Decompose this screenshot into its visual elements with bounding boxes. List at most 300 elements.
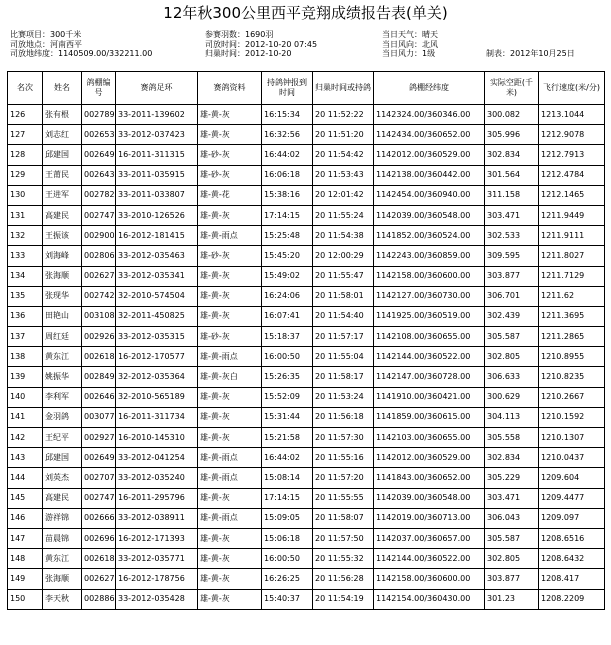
name-cell: 邱建国 [43, 145, 82, 165]
table-row [8, 286, 605, 306]
speed-cell: 1209.604 [539, 468, 605, 488]
table-row [8, 387, 605, 407]
speed-cell: 1213.1044 [539, 105, 605, 125]
speed-cell: 1211.9111 [539, 226, 605, 246]
table-row [8, 105, 605, 125]
clock-time-cell: 17:14:15 [262, 488, 313, 508]
table-row [8, 145, 605, 165]
distance-cell: 303.877 [485, 266, 539, 286]
loft-id-cell: 002666 [82, 508, 116, 528]
loft-coordinates-cell: 1142158.00/360600.00 [374, 569, 485, 589]
distance-cell: 303.471 [485, 205, 539, 225]
race-info-col-3 [382, 30, 438, 59]
rank-cell: 133 [8, 246, 43, 266]
bird-info-cell: 雄-黄-灰白 [198, 367, 262, 387]
speed-cell: 1212.1465 [539, 185, 605, 205]
name-cell: 邱建国 [43, 448, 82, 468]
header-bird-info: 赛鸽资料 [198, 72, 262, 105]
ring-cell: 33-2011-139602 [116, 105, 198, 125]
speed-cell: 1210.2667 [539, 387, 605, 407]
name-cell: 李利军 [43, 387, 82, 407]
return-time-cell: 20 11:55:04 [313, 347, 374, 367]
header-ring: 赛鸽足环 [116, 72, 198, 105]
ring-cell: 16-2011-295796 [116, 488, 198, 508]
clock-time-cell: 16:00:50 [262, 347, 313, 367]
header-rank: 名次 [8, 72, 43, 105]
rank-cell: 148 [8, 549, 43, 569]
distance-cell: 302.834 [485, 145, 539, 165]
weather: 当日天气：晴天 [382, 30, 438, 39]
loft-id-cell: 002900 [82, 226, 116, 246]
distance-cell: 301.23 [485, 589, 539, 609]
distance-cell: 300.629 [485, 387, 539, 407]
distance-cell: 302.439 [485, 306, 539, 326]
loft-coordinates-cell: 1142037.00/360657.00 [374, 528, 485, 548]
table-header [8, 72, 605, 105]
return-time-cell: 20 11:58:01 [313, 286, 374, 306]
bird-info-cell: 雄-黄-灰 [198, 549, 262, 569]
loft-coordinates-cell: 1142019.00/360713.00 [374, 508, 485, 528]
bird-info-cell: 雄-黄-灰 [198, 125, 262, 145]
ring-cell: 33-2011-035915 [116, 165, 198, 185]
speed-cell: 1208.2209 [539, 589, 605, 609]
results-table [7, 71, 605, 610]
name-cell: 张海顺 [43, 266, 82, 286]
return-time-cell: 20 11:53:24 [313, 387, 374, 407]
distance-cell: 302.805 [485, 549, 539, 569]
return-time-cell: 20 11:56:18 [313, 407, 374, 427]
bird-info-cell: 雄-黄-雨点 [198, 468, 262, 488]
bird-info-cell: 雄-黄-灰 [198, 286, 262, 306]
table-row [8, 347, 605, 367]
race-info [10, 30, 605, 68]
release-time: 司放时间：2012-10-20 07:45 [205, 39, 318, 49]
ring-cell: 16-2012-181415 [116, 226, 198, 246]
clock-time-cell: 15:08:14 [262, 468, 313, 488]
loft-coordinates-cell: 1141910.00/360421.00 [374, 387, 485, 407]
rank-cell: 144 [8, 468, 43, 488]
loft-coordinates-cell: 1141859.00/360615.00 [374, 407, 485, 427]
speed-cell: 1211.8027 [539, 246, 605, 266]
table-row [8, 508, 605, 528]
clock-time-cell: 15:40:37 [262, 589, 313, 609]
table-row [8, 185, 605, 205]
table-row [8, 549, 605, 569]
return-time-cell: 20 11:54:19 [313, 589, 374, 609]
header-clock-time: 持鸽钟报到时间 [262, 72, 313, 105]
distance-cell: 306.633 [485, 367, 539, 387]
bird-info-cell: 雄-黄-灰 [198, 407, 262, 427]
distance-cell: 311.158 [485, 185, 539, 205]
clock-time-cell: 16:26:25 [262, 569, 313, 589]
return-time-cell: 20 11:57:17 [313, 327, 374, 347]
table-row [8, 246, 605, 266]
return-date: 归巢时间：2012-10-20 [205, 49, 292, 58]
name-cell: 姚振华 [43, 367, 82, 387]
name-cell: 王纪平 [43, 428, 82, 448]
distance-cell: 305.558 [485, 428, 539, 448]
ring-cell: 16-2012-178756 [116, 569, 198, 589]
speed-cell: 1212.4784 [539, 165, 605, 185]
distance-cell: 302.533 [485, 226, 539, 246]
speed-cell: 1210.0437 [539, 448, 605, 468]
rank-cell: 132 [8, 226, 43, 246]
bird-info-cell: 雄-黄-灰 [198, 306, 262, 326]
distance-cell: 309.595 [485, 246, 539, 266]
name-cell: 王进军 [43, 185, 82, 205]
rank-cell: 135 [8, 286, 43, 306]
clock-time-cell: 15:25:48 [262, 226, 313, 246]
bird-info-cell: 雄-砂-灰 [198, 327, 262, 347]
loft-coordinates-cell: 1142434.00/360652.00 [374, 125, 485, 145]
distance-cell: 300.082 [485, 105, 539, 125]
rank-cell: 145 [8, 488, 43, 508]
ring-cell: 16-2012-171393 [116, 528, 198, 548]
rank-cell: 143 [8, 448, 43, 468]
clock-time-cell: 15:52:09 [262, 387, 313, 407]
rank-cell: 131 [8, 205, 43, 225]
speed-cell: 1211.62 [539, 286, 605, 306]
loft-id-cell: 003108 [82, 306, 116, 326]
return-time-cell: 20 11:52:22 [313, 105, 374, 125]
bird-info-cell: 雄-黄-花 [198, 185, 262, 205]
speed-cell: 1210.1592 [539, 407, 605, 427]
header-distance: 实际空距(千米) [485, 72, 539, 105]
rank-cell: 146 [8, 508, 43, 528]
bird-info-cell: 雄-黄-灰 [198, 105, 262, 125]
table-row [8, 528, 605, 548]
distance-cell: 304.113 [485, 407, 539, 427]
loft-id-cell: 002618 [82, 549, 116, 569]
ring-cell: 32-2010-574504 [116, 286, 198, 306]
header-loft-coordinates: 鸽棚经纬度 [374, 72, 485, 105]
speed-cell: 1209.4477 [539, 488, 605, 508]
return-time-cell: 20 11:57:50 [313, 528, 374, 548]
clock-time-cell: 16:44:02 [262, 448, 313, 468]
table-row [8, 407, 605, 427]
distance-cell: 303.877 [485, 569, 539, 589]
bird-info-cell: 雄-黄-雨点 [198, 347, 262, 367]
bird-info-cell: 雄-黄-雨点 [198, 508, 262, 528]
loft-id-cell: 002696 [82, 528, 116, 548]
clock-time-cell: 15:18:37 [262, 327, 313, 347]
return-time-cell: 20 11:58:17 [313, 367, 374, 387]
header-return-time: 归巢时间或持鸽 [313, 72, 374, 105]
distance-cell: 306.701 [485, 286, 539, 306]
clock-time-cell: 15:21:58 [262, 428, 313, 448]
bird-info-cell: 雄-砂-灰 [198, 145, 262, 165]
speed-cell: 1212.7913 [539, 145, 605, 165]
rank-cell: 130 [8, 185, 43, 205]
distance-cell: 303.471 [485, 488, 539, 508]
bird-info-cell: 雄-黄-灰 [198, 569, 262, 589]
distance-cell: 302.834 [485, 448, 539, 468]
speed-cell: 1210.8955 [539, 347, 605, 367]
rank-cell: 126 [8, 105, 43, 125]
bird-info-cell: 雄-黄-灰 [198, 387, 262, 407]
loft-coordinates-cell: 1142154.00/360430.00 [374, 589, 485, 609]
loft-coordinates-cell: 1142243.00/360859.00 [374, 246, 485, 266]
clock-time-cell: 16:07:41 [262, 306, 313, 326]
name-cell: 王莆民 [43, 165, 82, 185]
ring-cell: 33-2012-035341 [116, 266, 198, 286]
speed-cell: 1211.2865 [539, 327, 605, 347]
loft-id-cell: 002782 [82, 185, 116, 205]
distance-cell: 305.229 [485, 468, 539, 488]
speed-cell: 1208.417 [539, 569, 605, 589]
loft-coordinates-cell: 1141843.00/360652.00 [374, 468, 485, 488]
loft-id-cell: 002806 [82, 246, 116, 266]
rank-cell: 140 [8, 387, 43, 407]
speed-cell: 1212.9078 [539, 125, 605, 145]
return-time-cell: 20 11:53:43 [313, 165, 374, 185]
loft-coordinates-cell: 1142144.00/360522.00 [374, 549, 485, 569]
bird-info-cell: 雄-黄-灰 [198, 266, 262, 286]
return-time-cell: 20 11:54:42 [313, 145, 374, 165]
loft-coordinates-cell: 1142012.00/360529.00 [374, 448, 485, 468]
return-time-cell: 20 11:54:38 [313, 226, 374, 246]
prepared-date: 制表：2012年10月25日 [486, 49, 575, 58]
loft-id-cell: 002646 [82, 387, 116, 407]
table-row [8, 205, 605, 225]
loft-id-cell: 002926 [82, 327, 116, 347]
loft-coordinates-cell: 1142324.00/360346.00 [374, 105, 485, 125]
loft-id-cell: 002627 [82, 266, 116, 286]
return-time-cell: 20 11:55:47 [313, 266, 374, 286]
rank-cell: 149 [8, 569, 43, 589]
loft-id-cell: 002927 [82, 428, 116, 448]
loft-id-cell: 002643 [82, 165, 116, 185]
name-cell: 金羽鸽 [43, 407, 82, 427]
ring-cell: 16-2012-170577 [116, 347, 198, 367]
distance-cell: 302.805 [485, 347, 539, 367]
ring-cell: 33-2012-035463 [116, 246, 198, 266]
loft-coordinates-cell: 1142158.00/360600.00 [374, 266, 485, 286]
rank-cell: 134 [8, 266, 43, 286]
name-cell: 高建民 [43, 205, 82, 225]
ring-cell: 33-2012-035771 [116, 549, 198, 569]
table-row [8, 367, 605, 387]
name-cell: 周红廷 [43, 327, 82, 347]
loft-coordinates-cell: 1141852.00/360524.00 [374, 226, 485, 246]
ring-cell: 16-2010-145310 [116, 428, 198, 448]
clock-time-cell: 15:09:05 [262, 508, 313, 528]
table-row [8, 327, 605, 347]
rank-cell: 141 [8, 407, 43, 427]
speed-cell: 1210.1307 [539, 428, 605, 448]
name-cell: 苗晨锦 [43, 528, 82, 548]
loft-id-cell: 002649 [82, 448, 116, 468]
name-cell: 刘海峰 [43, 246, 82, 266]
distance-cell: 306.043 [485, 508, 539, 528]
table-row [8, 569, 605, 589]
ring-cell: 33-2012-038911 [116, 508, 198, 528]
clock-time-cell: 16:00:50 [262, 549, 313, 569]
ring-cell: 33-2012-041254 [116, 448, 198, 468]
return-time-cell: 20 12:00:29 [313, 246, 374, 266]
clock-time-cell: 15:49:02 [262, 266, 313, 286]
ring-cell: 33-2011-033807 [116, 185, 198, 205]
loft-id-cell: 002618 [82, 347, 116, 367]
return-time-cell: 20 11:51:20 [313, 125, 374, 145]
clock-time-cell: 15:26:35 [262, 367, 313, 387]
ring-cell: 33-2010-126526 [116, 205, 198, 225]
bird-info-cell: 雄-黄-灰 [198, 428, 262, 448]
return-time-cell: 20 11:58:07 [313, 508, 374, 528]
table-row [8, 428, 605, 448]
ring-cell: 33-2012-035240 [116, 468, 198, 488]
loft-id-cell: 002747 [82, 205, 116, 225]
name-cell: 刘英杰 [43, 468, 82, 488]
return-time-cell: 20 11:57:20 [313, 468, 374, 488]
report-title: 12年秋300公里西平竞翔成绩报告表(单关) [163, 4, 448, 22]
ring-cell: 32-2012-035364 [116, 367, 198, 387]
table-row [8, 589, 605, 609]
clock-time-cell: 16:32:56 [262, 125, 313, 145]
loft-id-cell: 002649 [82, 145, 116, 165]
loft-coordinates-cell: 1142454.00/360940.00 [374, 185, 485, 205]
name-cell: 田艳山 [43, 306, 82, 326]
clock-time-cell: 16:24:06 [262, 286, 313, 306]
speed-cell: 1211.7129 [539, 266, 605, 286]
clock-time-cell: 16:06:18 [262, 165, 313, 185]
header-name: 姓名 [43, 72, 82, 105]
loft-coordinates-cell: 1142147.00/360728.00 [374, 367, 485, 387]
rank-cell: 139 [8, 367, 43, 387]
speed-cell: 1211.3695 [539, 306, 605, 326]
header-row [8, 72, 605, 105]
release-location: 司放地点：河南西平 [10, 39, 82, 49]
race-info-col-2 [205, 30, 317, 59]
table-body [8, 105, 605, 610]
clock-time-cell: 15:38:16 [262, 185, 313, 205]
loft-id-cell: 002747 [82, 488, 116, 508]
table-row [8, 468, 605, 488]
table-row [8, 306, 605, 326]
loft-id-cell: 002627 [82, 569, 116, 589]
loft-coordinates-cell: 1142103.00/360655.00 [374, 428, 485, 448]
table-row [8, 125, 605, 145]
ring-cell: 33-2012-035315 [116, 327, 198, 347]
ring-cell: 16-2011-311734 [116, 407, 198, 427]
loft-id-cell: 002886 [82, 589, 116, 609]
distance-cell: 305.996 [485, 125, 539, 145]
clock-time-cell: 15:45:20 [262, 246, 313, 266]
clock-time-cell: 17:14:15 [262, 205, 313, 225]
clock-time-cell: 16:15:34 [262, 105, 313, 125]
header-loft-id: 鸽棚编号 [82, 72, 116, 105]
ring-cell: 16-2011-311315 [116, 145, 198, 165]
header-speed: 飞行速度(米/分) [539, 72, 605, 105]
rank-cell: 142 [8, 428, 43, 448]
loft-id-cell: 002849 [82, 367, 116, 387]
wind-direction: 当日风向：北风 [382, 39, 438, 49]
rank-cell: 137 [8, 327, 43, 347]
loft-coordinates-cell: 1142138.00/360442.00 [374, 165, 485, 185]
speed-cell: 1210.8235 [539, 367, 605, 387]
name-cell: 李天秋 [43, 589, 82, 609]
rank-cell: 128 [8, 145, 43, 165]
speed-cell: 1208.6432 [539, 549, 605, 569]
loft-coordinates-cell: 1142108.00/360655.00 [374, 327, 485, 347]
ring-cell: 32-2011-450825 [116, 306, 198, 326]
name-cell: 张有根 [43, 105, 82, 125]
speed-cell: 1211.9449 [539, 205, 605, 225]
bird-info-cell: 雄-黄-灰 [198, 528, 262, 548]
table-row [8, 226, 605, 246]
name-cell: 张海顺 [43, 569, 82, 589]
wind-force: 当日风力：1级 [382, 49, 436, 58]
distance-cell: 305.587 [485, 327, 539, 347]
loft-coordinates-cell: 1142039.00/360548.00 [374, 488, 485, 508]
return-time-cell: 20 11:55:24 [313, 205, 374, 225]
rank-cell: 150 [8, 589, 43, 609]
loft-id-cell: 002653 [82, 125, 116, 145]
bird-info-cell: 雄-黄-灰 [198, 589, 262, 609]
distance-cell: 305.587 [485, 528, 539, 548]
rank-cell: 127 [8, 125, 43, 145]
race-project: 比赛项目：300千米 [10, 30, 82, 39]
rank-cell: 138 [8, 347, 43, 367]
race-info-col-1 [10, 30, 152, 59]
bird-info-cell: 雄-黄-灰 [198, 205, 262, 225]
loft-coordinates-cell: 1142144.00/360522.00 [374, 347, 485, 367]
rank-cell: 136 [8, 306, 43, 326]
table-row [8, 448, 605, 468]
table-row [8, 488, 605, 508]
loft-id-cell: 002789 [82, 105, 116, 125]
loft-id-cell: 002742 [82, 286, 116, 306]
bird-info-cell: 雄-砂-灰 [198, 246, 262, 266]
loft-coordinates-cell: 1141925.00/360519.00 [374, 306, 485, 326]
name-cell: 黄东江 [43, 549, 82, 569]
name-cell: 张现华 [43, 286, 82, 306]
loft-coordinates-cell: 1142127.00/360730.00 [374, 286, 485, 306]
ring-cell: 33-2012-037423 [116, 125, 198, 145]
name-cell: 游祥锦 [43, 508, 82, 528]
bird-info-cell: 雄-黄-雨点 [198, 448, 262, 468]
clock-time-cell: 15:06:18 [262, 528, 313, 548]
ring-cell: 33-2012-035428 [116, 589, 198, 609]
name-cell: 王振该 [43, 226, 82, 246]
return-time-cell: 20 11:57:30 [313, 428, 374, 448]
return-time-cell: 20 12:01:42 [313, 185, 374, 205]
ring-cell: 32-2010-565189 [116, 387, 198, 407]
speed-cell: 1208.6516 [539, 528, 605, 548]
clock-time-cell: 15:31:44 [262, 407, 313, 427]
clock-time-cell: 16:44:02 [262, 145, 313, 165]
bird-info-cell: 雄-黄-雨点 [198, 226, 262, 246]
speed-cell: 1209.097 [539, 508, 605, 528]
bird-info-cell: 雄-黄-灰 [198, 488, 262, 508]
table-row [8, 165, 605, 185]
return-time-cell: 20 11:55:32 [313, 549, 374, 569]
return-time-cell: 20 11:55:55 [313, 488, 374, 508]
return-time-cell: 20 11:56:28 [313, 569, 374, 589]
loft-id-cell: 002707 [82, 468, 116, 488]
rank-cell: 147 [8, 528, 43, 548]
distance-cell: 301.564 [485, 165, 539, 185]
release-coordinates: 司放地纬度：1140509.00/332211.00 [10, 49, 153, 58]
entry-count: 参赛羽数：1690羽 [205, 30, 274, 39]
loft-coordinates-cell: 1142012.00/360529.00 [374, 145, 485, 165]
name-cell: 高建民 [43, 488, 82, 508]
return-time-cell: 20 11:54:40 [313, 306, 374, 326]
bird-info-cell: 雄-砂-灰 [198, 165, 262, 185]
name-cell: 黄东江 [43, 347, 82, 367]
rank-cell: 129 [8, 165, 43, 185]
table-row [8, 266, 605, 286]
